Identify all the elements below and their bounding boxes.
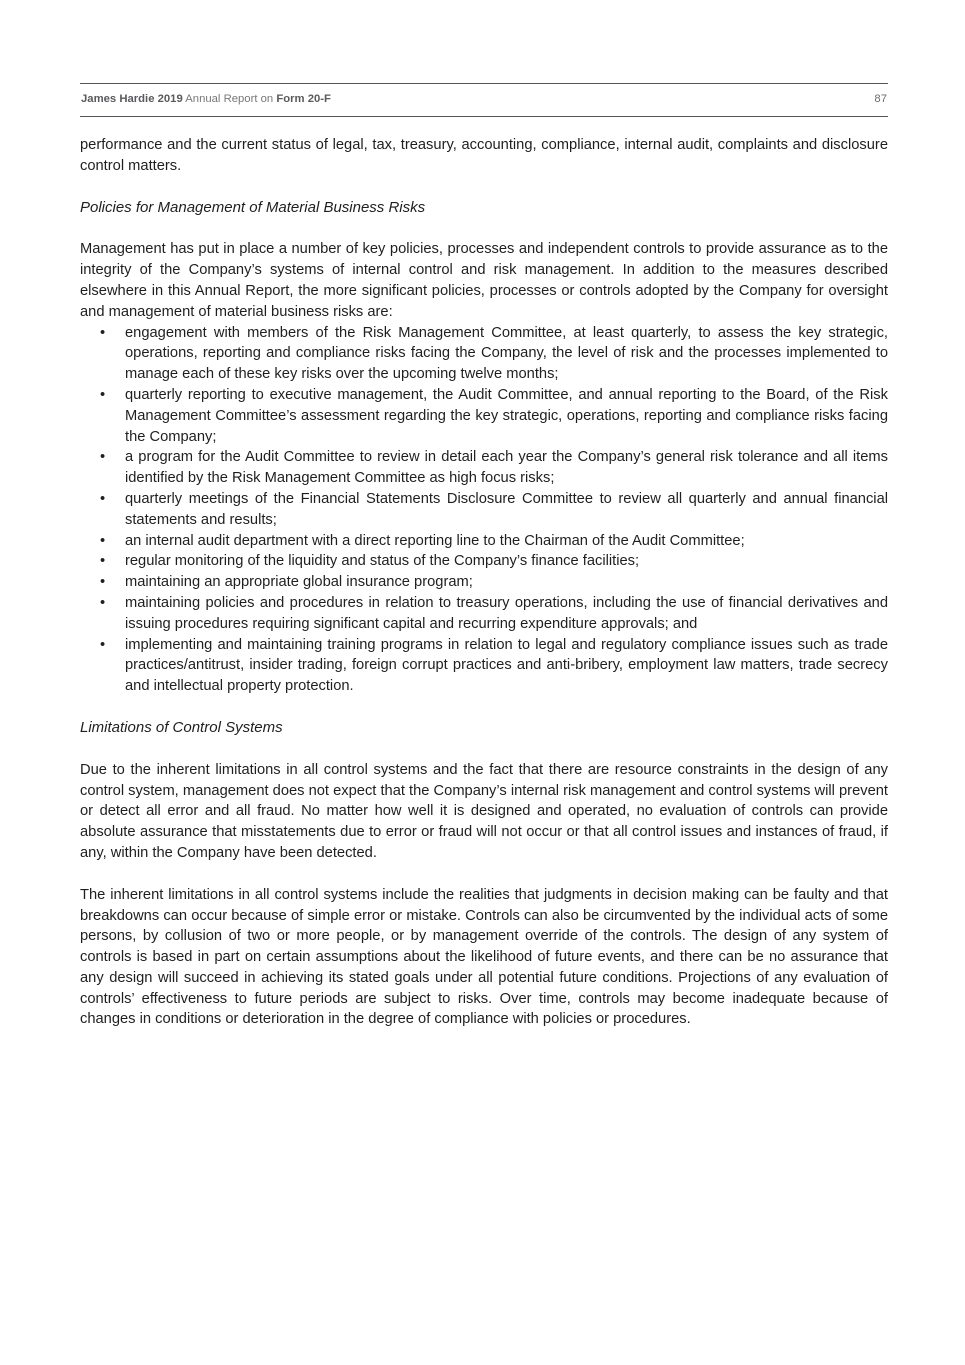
bullet-dot-icon: • [100, 574, 106, 591]
bullet-item-text: engagement with members of the Risk Management Committee, at least quarterly, to assess the key strategic, operations, reporting and compliance risks facing the Company, the level of risk and the processes implemented to manage each of these key risks over the upcoming twelve months; [125, 324, 888, 383]
section-heading-limitations: Limitations of Control Systems [80, 718, 283, 736]
bullet-item-text: implementing and maintaining training programs in relation to legal and regulatory compliance issues such as trade practices/antitrust, insider trading, foreign corrupt practices and anti-bribery, employment law matters, trade secrecy and intellectual property protection. [125, 636, 888, 695]
bullet-item-2 [100, 385, 888, 447]
bullet-item-4 [100, 489, 888, 531]
bullet-item-9 [100, 635, 888, 697]
bullet-item-text: maintaining policies and procedures in relation to treasury operations, including the use of financial derivatives and issuing procedures requiring significant capital and recurring expenditure approvals; and [125, 594, 888, 632]
bullet-item-8 [100, 593, 888, 635]
limitations-paragraph-2: The inherent limitations in all control systems include the realities that judgments in decision making can be faulty and that breakdowns can occur because of simple error or mistake. Controls can also be circumvented by the individual acts of some persons, by collusion of two or more people, or by management override of the controls. The design of any system of controls is based in part on certain assumptions about the likelihood of future events, and there can be no assurance that any design will succeed in achieving its stated goals under all potential future conditions. Projections of any evaluation of controls’ effectiveness to future periods are subject to risks. Over time, controls may become inadequate because of changes in conditions or deterioration in the degree of compliance with policies or procedures. [80, 886, 888, 1028]
bullet-item-6 [100, 551, 888, 572]
page-header [80, 83, 888, 117]
report-brand-year: James Hardie 2019 [81, 93, 183, 105]
bullet-item-1 [100, 323, 888, 385]
page-number: 87 [874, 93, 887, 105]
bullet-dot-icon: • [100, 532, 106, 549]
bullet-item-text: regular monitoring of the liquidity and status of the Company’s finance facilities; [125, 553, 640, 570]
policies-intro-paragraph: Management has put in place a number of key policies, processes and independent controls to provide assurance as to the integrity of the Company’s systems of internal control and risk management. In addition to the measures described elsewhere in this Annual Report, the more significant policies, processes or controls adopted by the Company for oversight and management of material business risks are: [80, 241, 888, 320]
policies-bullet-list [80, 323, 888, 697]
report-title [81, 92, 331, 106]
report-title-middle: Annual Report on [185, 93, 274, 105]
bullet-dot-icon: • [100, 386, 106, 403]
bullet-item-text: a program for the Audit Committee to review in detail each year the Company’s general risk tolerance and all items identified by the Risk Management Committee as high focus risks; [125, 449, 888, 487]
limitations-paragraph-1: Due to the inherent limitations in all control systems and the fact that there are resource constraints in the design of any control system, management does not expect that the Company’s internal risk management and control systems will prevent or detect all error and all fraud. No matter how well it is designed and operated, no evaluation of controls can provide absolute assurance that misstatements due to error or fraud will not occur or that all control issues and instances of fraud, if any, within the Company have been detected. [80, 761, 888, 861]
bullet-item-text: maintaining an appropriate global insurance program; [125, 574, 473, 591]
bullet-item-3 [100, 447, 888, 489]
header-bottom-rule [80, 116, 888, 117]
bullet-item-5 [100, 531, 888, 552]
bullet-dot-icon: • [100, 490, 106, 507]
bullet-dot-icon: • [100, 636, 106, 653]
header-row [80, 84, 888, 116]
bullet-dot-icon: • [100, 324, 106, 341]
bullet-item-text: quarterly reporting to executive management, the Audit Committee, and annual reporting to the Board, of the Risk Management Committee’s assessment regarding the key strategic, operations, reporting and compliance risks facing the Company; [125, 386, 888, 445]
bullet-item-text: quarterly meetings of the Financial Statements Disclosure Committee to review all quarterly and annual financial statements and results; [125, 490, 888, 528]
bullet-dot-icon: • [100, 594, 106, 611]
bullet-item-text: an internal audit department with a direct reporting line to the Chairman of the Audit Committee; [125, 532, 745, 549]
document-content [80, 135, 888, 1030]
bullet-dot-icon: • [100, 553, 106, 570]
bullet-item-7 [100, 572, 888, 593]
report-form-name: Form 20-F [276, 93, 331, 105]
intro-paragraph: performance and the current status of legal, tax, treasury, accounting, compliance, internal audit, complaints and disclosure control matters. [80, 137, 888, 174]
section-heading-policies: Policies for Management of Material Business Risks [80, 198, 426, 216]
bullet-dot-icon: • [100, 449, 106, 466]
